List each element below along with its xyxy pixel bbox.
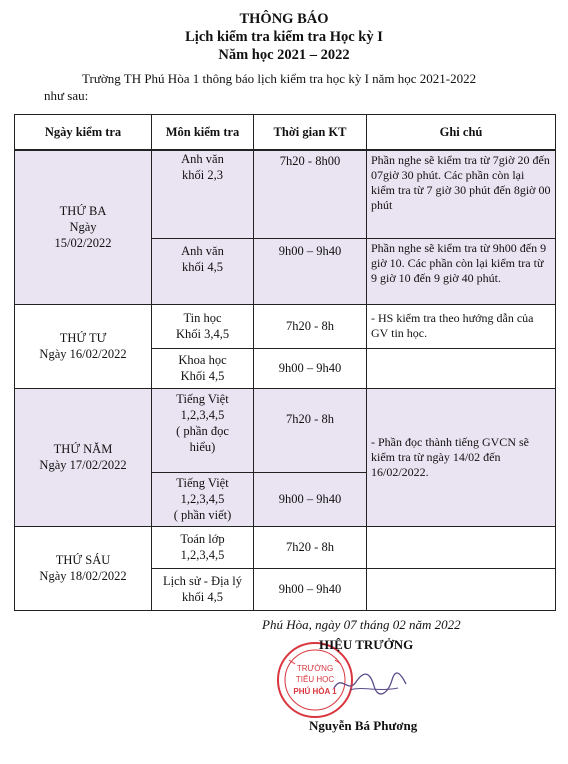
subject-grade: khối 4,5 (182, 259, 223, 274)
subject-cell (152, 238, 254, 304)
header-note: Ghi chú (367, 115, 556, 151)
day-cell-wednesday (15, 304, 152, 388)
time-cell: 7h20 - 8h (254, 526, 367, 568)
table-row (15, 526, 556, 568)
header-subject: Môn kiểm tra (152, 115, 254, 151)
note-cell: - Phần đọc thành tiếng GVCN sẽ kiểm tra từ ngày 14/02 đến 16/02/2022. (367, 388, 556, 526)
subject-name: Khoa học (178, 353, 227, 367)
subject-name: Anh văn (181, 243, 224, 258)
subject-cell (152, 304, 254, 348)
date-value: Ngày 18/02/2022 (39, 569, 127, 583)
subject-part: hiểu) (189, 439, 216, 454)
subject-cell (152, 472, 254, 526)
time-cell: 9h00 – 9h40 (254, 568, 367, 610)
date-value: Ngày 16/02/2022 (39, 347, 127, 361)
date-label: Ngày (69, 220, 97, 235)
time-cell: 7h20 - 8h00 (254, 150, 367, 238)
subject-name: Lịch sử - Địa lý (163, 574, 242, 588)
table-row (15, 304, 556, 348)
intro-line-2: như sau: (44, 88, 89, 103)
subject-name: Anh văn (181, 152, 224, 166)
header-time: Thời gian KT (254, 115, 367, 151)
day-name: THỨ TƯ (59, 331, 107, 345)
exam-schedule-table (14, 114, 556, 611)
time-cell: 7h20 - 8h (254, 304, 367, 348)
subject-cell (152, 388, 254, 472)
subject-cell (152, 526, 254, 568)
school-year: Năm học 2021 – 2022 (218, 47, 350, 63)
svg-text:PHÚ HÒA 1: PHÚ HÒA 1 (293, 687, 337, 696)
header-exam-day: Ngày kiểm tra (15, 115, 152, 151)
signature-date: Phú Hòa, ngày 07 tháng 02 năm 2022 (262, 617, 461, 632)
time-cell: 9h00 – 9h40 (254, 348, 367, 388)
note-cell (367, 568, 556, 610)
subject-part: ( phần đọc (176, 423, 229, 438)
document-title: THÔNG BÁO (239, 11, 329, 27)
subject-grade: Khối 4,5 (180, 369, 225, 383)
subject-grade: Khối 3,4,5 (175, 327, 230, 341)
day-cell-thursday (15, 388, 152, 526)
note-cell: Phần nghe sẽ kiểm tra từ 9h00 đến 9 giờ 10. Các phần còn lại kiểm tra từ 9 giờ 10 đến 9 giờ 40 phút. (367, 238, 556, 304)
document-header (0, 10, 568, 64)
subject-cell (152, 348, 254, 388)
signature-role: HIỆU TRƯỞNG (319, 637, 414, 652)
subject-grade: khối 2,3 (182, 168, 223, 182)
date-value: Ngày 17/02/2022 (39, 458, 127, 472)
note-cell (367, 348, 556, 388)
date-value: 15/02/2022 (54, 236, 112, 251)
subject-cell (152, 150, 254, 238)
day-name: THỨ NĂM (53, 442, 113, 456)
handwritten-signature (330, 668, 410, 698)
subject-grade: 1,2,3,4,5 (180, 492, 225, 506)
subject-name: Tiếng Việt (176, 476, 229, 490)
document-subtitle: Lịch kiểm tra kiểm tra Học kỳ I (185, 29, 383, 45)
subject-grade: khối 4,5 (182, 590, 223, 604)
time-cell: 9h00 – 9h40 (254, 472, 367, 526)
subject-grade: 1,2,3,4,5 (180, 548, 225, 562)
subject-name: Tiếng Việt (176, 391, 229, 406)
note-cell: Phần nghe sẽ kiểm tra từ 7giờ 20 đến 07giờ 30 phút. Các phần còn lại kiểm tra từ 7 giờ 30 phút đến 8giờ 00 phút (367, 150, 556, 238)
note-cell (367, 526, 556, 568)
note-cell: - HS kiểm tra theo hướng dẫn của GV tin học. (367, 304, 556, 348)
table-header-row (15, 115, 556, 151)
day-name: THỨ BA (59, 204, 107, 219)
time-cell: 7h20 - 8h (254, 388, 367, 472)
svg-text:TRƯỜNG: TRƯỜNG (296, 664, 334, 673)
day-name: THỨ SÁU (55, 553, 111, 567)
day-cell-friday (15, 526, 152, 610)
table-row (15, 388, 556, 472)
day-cell-tuesday (15, 150, 152, 304)
intro-paragraph (44, 70, 534, 104)
subject-part: ( phần viết) (173, 508, 232, 522)
subject-name: Toán lớp (180, 532, 225, 546)
svg-text:TIỂU HỌC: TIỂU HỌC (295, 675, 335, 684)
intro-line-1: Trường TH Phú Hòa 1 thông báo lịch kiểm tra học kỳ I năm học 2021-2022 (82, 71, 477, 86)
signature-name: Nguyễn Bá Phương (309, 718, 418, 733)
subject-cell (152, 568, 254, 610)
time-cell: 9h00 – 9h40 (254, 238, 367, 304)
table-row (15, 150, 556, 238)
subject-name: Tin học (183, 311, 222, 325)
subject-grade: 1,2,3,4,5 (180, 407, 225, 422)
